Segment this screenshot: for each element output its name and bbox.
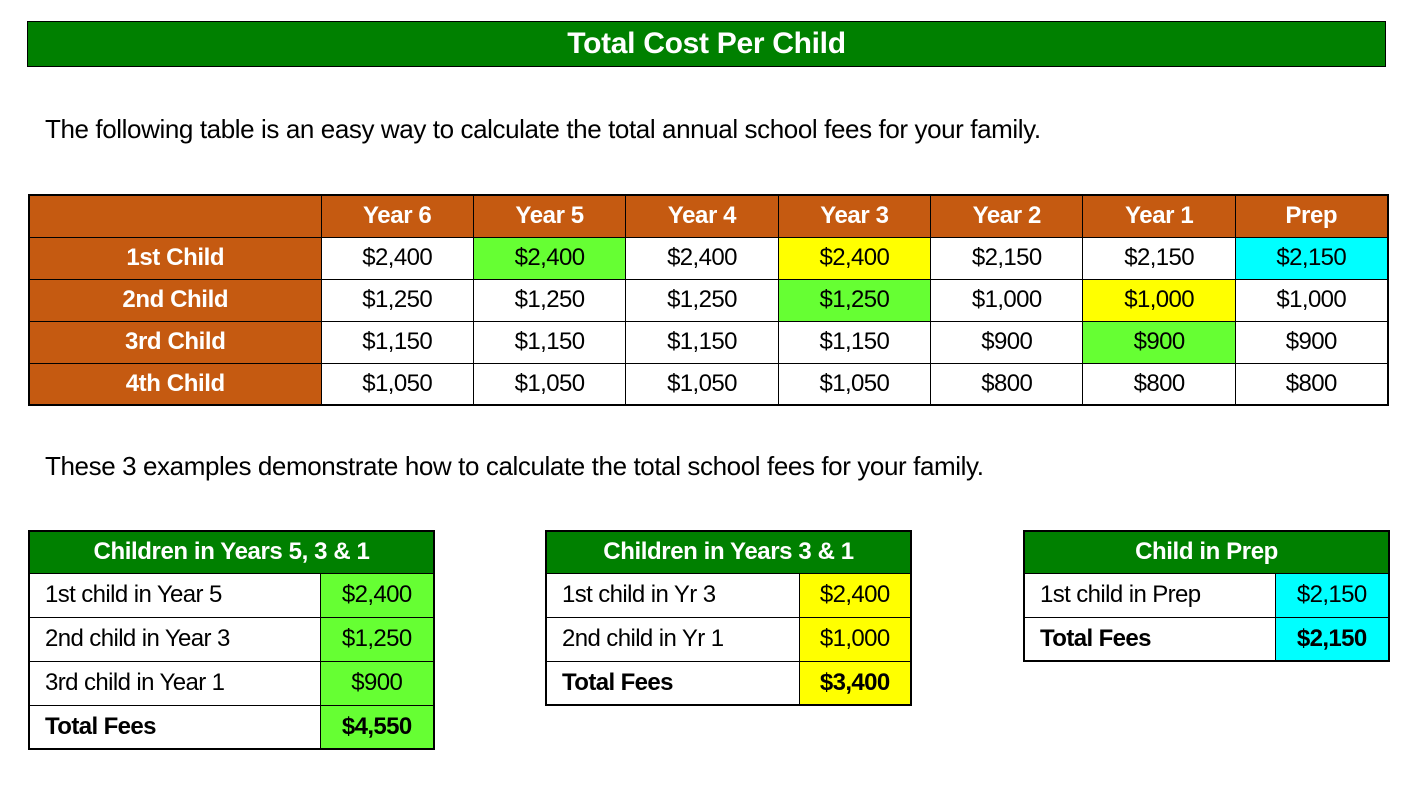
example-line-label: 2nd child in Yr 1 (546, 617, 799, 661)
table-row (29, 237, 1388, 279)
example-table-prep (1023, 530, 1390, 662)
fee-cell: $900 (1083, 321, 1235, 363)
fee-cell: $2,150 (1235, 237, 1387, 279)
table-row (1024, 573, 1389, 617)
page-title: Total Cost Per Child (27, 21, 1386, 67)
example-line-label: 1st child in Yr 3 (546, 573, 799, 617)
fee-cell: $800 (1235, 363, 1387, 405)
fee-cell: $1,250 (778, 279, 930, 321)
fee-cell: $800 (931, 363, 1083, 405)
total-amount: $3,400 (799, 661, 911, 705)
fee-cell: $800 (1083, 363, 1235, 405)
fee-cell: $1,050 (626, 363, 778, 405)
table-row (29, 279, 1388, 321)
fee-cell: $1,250 (321, 279, 473, 321)
example-line-label: 2nd child in Year 3 (29, 617, 320, 661)
column-header: Year 5 (473, 195, 625, 237)
example-line-label: 3rd child in Year 1 (29, 661, 320, 705)
fee-cell: $1,150 (626, 321, 778, 363)
fee-cell: $2,150 (931, 237, 1083, 279)
column-header: Year 4 (626, 195, 778, 237)
example-line-amount: $1,000 (799, 617, 911, 661)
total-label: Total Fees (29, 705, 320, 749)
fee-cell: $900 (931, 321, 1083, 363)
table-row (29, 363, 1388, 405)
fee-cell: $1,250 (473, 279, 625, 321)
table-row (29, 617, 434, 661)
total-label: Total Fees (1024, 617, 1275, 661)
total-row (546, 661, 911, 705)
fee-cell: $1,150 (473, 321, 625, 363)
fee-cell: $2,150 (1083, 237, 1235, 279)
column-header: Year 3 (778, 195, 930, 237)
fee-cell: $1,000 (931, 279, 1083, 321)
total-amount: $2,150 (1275, 617, 1389, 661)
fee-cell: $1,050 (321, 363, 473, 405)
fee-cell: $2,400 (626, 237, 778, 279)
example-heading: Children in Years 5, 3 & 1 (29, 531, 434, 573)
column-header: Year 6 (321, 195, 473, 237)
table-row (29, 573, 434, 617)
example-table-years-5-3-1 (28, 530, 435, 750)
fee-cell: $1,150 (778, 321, 930, 363)
fee-table-header-row (29, 195, 1388, 237)
fee-cell: $2,400 (778, 237, 930, 279)
column-header: Prep (1235, 195, 1387, 237)
fee-cell: $1,250 (626, 279, 778, 321)
fee-cell: $2,400 (473, 237, 625, 279)
example-line-label: 1st child in Year 5 (29, 573, 320, 617)
column-header: Year 1 (1083, 195, 1235, 237)
example-table-years-3-1 (545, 530, 912, 706)
example-line-amount: $2,150 (1275, 573, 1389, 617)
fee-table (28, 194, 1389, 406)
fee-cell: $1,000 (1235, 279, 1387, 321)
example-line-amount: $1,250 (320, 617, 434, 661)
fee-cell: $1,000 (1083, 279, 1235, 321)
row-header: 1st Child (29, 237, 321, 279)
fee-table-corner (29, 195, 321, 237)
example-line-amount: $2,400 (799, 573, 911, 617)
fee-cell: $1,150 (321, 321, 473, 363)
total-row (1024, 617, 1389, 661)
example-line-amount: $2,400 (320, 573, 434, 617)
row-header: 3rd Child (29, 321, 321, 363)
total-row (29, 705, 434, 749)
fee-cell: $2,400 (321, 237, 473, 279)
table-row (546, 617, 911, 661)
intro-text: The following table is an easy way to calculate the total annual school fees for your family. (45, 114, 1041, 144)
example-line-label: 1st child in Prep (1024, 573, 1275, 617)
fee-cell: $1,050 (473, 363, 625, 405)
examples-intro-text: These 3 examples demonstrate how to calculate the total school fees for your family. (45, 451, 984, 481)
total-label: Total Fees (546, 661, 799, 705)
example-heading: Child in Prep (1024, 531, 1389, 573)
example-heading: Children in Years 3 & 1 (546, 531, 911, 573)
column-header: Year 2 (931, 195, 1083, 237)
example-line-amount: $900 (320, 661, 434, 705)
fee-cell: $1,050 (778, 363, 930, 405)
fee-cell: $900 (1235, 321, 1387, 363)
row-header: 2nd Child (29, 279, 321, 321)
table-row (29, 321, 1388, 363)
row-header: 4th Child (29, 363, 321, 405)
table-row (546, 573, 911, 617)
table-row (29, 661, 434, 705)
total-amount: $4,550 (320, 705, 434, 749)
